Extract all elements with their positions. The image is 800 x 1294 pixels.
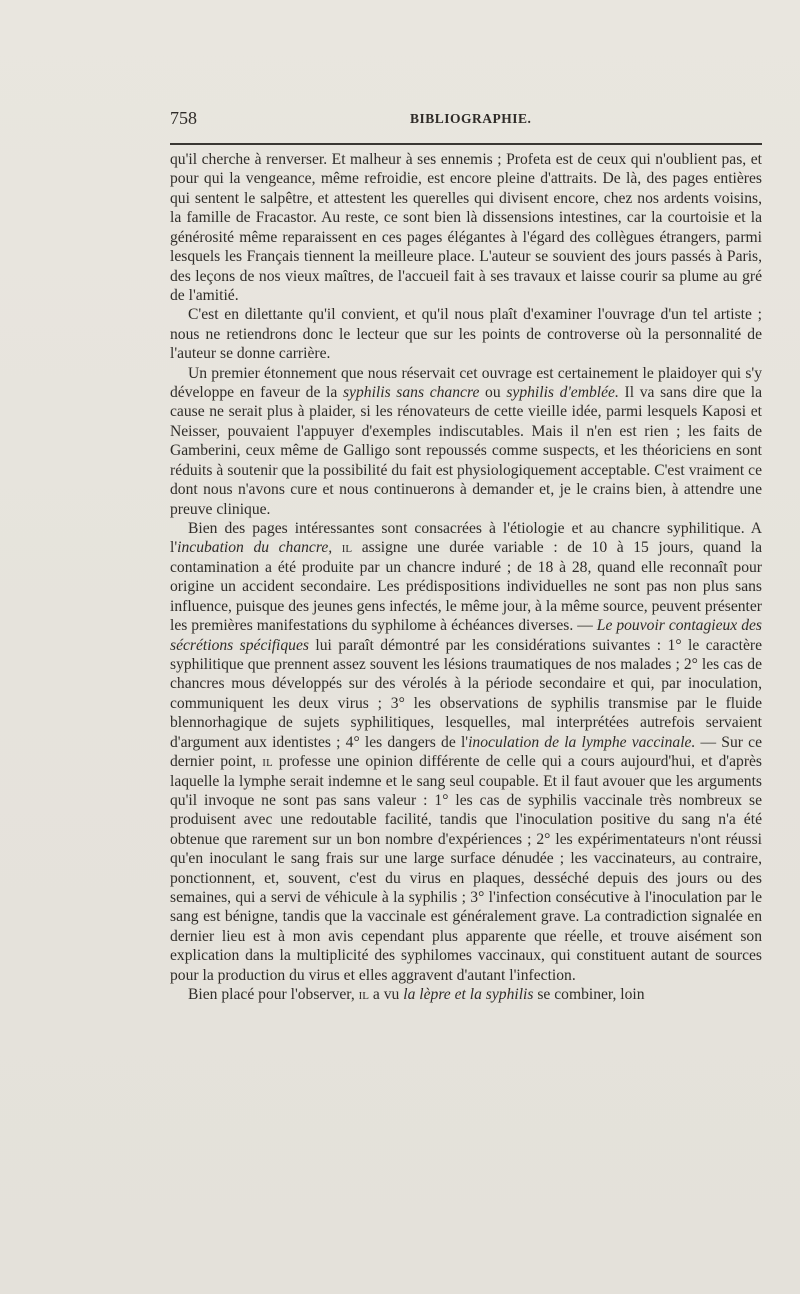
text-run: Bien des pages intéressantes sont consacrées à l'étiologie et au chancre syphilitique. A l' (170, 520, 762, 557)
paragraph (170, 985, 762, 1004)
paragraph (170, 364, 762, 519)
page-number: 758 (170, 108, 197, 128)
small-caps-text: il (341, 539, 353, 557)
small-caps-text: il (262, 753, 273, 771)
italic-text: inoculation de la lymphe vaccinale. (468, 733, 696, 751)
paragraph (170, 305, 762, 363)
text-run: se combiner, loin (533, 986, 645, 1004)
running-title: BIBLIOGRAPHIE. (410, 111, 532, 126)
text-run: ou (479, 384, 507, 402)
text-run (332, 539, 342, 556)
page-header (170, 108, 762, 134)
header-rule (170, 143, 762, 145)
italic-text: syphilis sans chancre (342, 384, 480, 402)
text-run: a vu (369, 986, 404, 1004)
text-run: assigne une durée variable : de 10 à 15 jours, quand la contamination a été produite par un chancre induré ; de 18 à 28, quand elle reconnaît pour origine un accident secondaire. Les prédispositions individuelles ne sont pas non plus sans influence, puisque des jeunes gens infectés, le même jour, à la même source, peuvent présenter les premières manifestations du syphilome à échéances diverses. — (170, 539, 762, 635)
text-run: lui paraît démontré par les considérations suivantes : 1° le caractère syphilitique que prennent assez souvent les lésions traumatiques de nos malades ; 2° les cas de chancres mous développés sur des vérolés à la période secondaire et qui, par inoculation, communiquent les deux virus ; 3° les observations de syphilis transmise par le fluide blennorhagique de sujets syphilitiques, lesquelles, mal interprétées autrefois servaient d'argument aux identistes ; 4° les dangers de l' (170, 636, 762, 751)
paragraph (170, 519, 762, 985)
text-run: qu'il cherche à renverser. Et malheur à ses ennemis ; Profeta est de ceux qui n'oublient pas, et pour qui la vengeance, même refroidie, est encore pleine d'attraits. De là, des pages entières qui sentent le salpêtre, et attestent les querelles qui divisent encore, chez nos ardents voisins, la famille de Fracastor. Au reste, ce sont bien là dissensions intestines, car la courtoisie et la générosité même reparaissent en ces pages élégantes à l'égard des collègues étrangers, parmi lesquels les Français tiennent la meilleure place. L'auteur se souvient des jours passés à Paris, des leçons de nos vieux maîtres, de l'accueil fait à ses travaux et laisse courir sa plume au gré de l'amitié. (170, 151, 762, 304)
italic-text: incubation du chancre, (177, 539, 333, 557)
paragraph (170, 150, 762, 305)
italic-text: syphilis d'emblée. (506, 384, 619, 402)
text-run: C'est en dilettante qu'il convient, et qu'il nous plaît d'examiner l'ouvrage d'un tel artiste ; nous ne retiendrons donc le lecteur que sur les points de controverse où la personnalité de l'auteur se donne carrière. (170, 306, 762, 363)
text-run: Il va sans dire que la cause ne serait plus à plaider, si les rénovateurs de cette vieille idée, parmi lesquels Kaposi et Neisser, pouvaient l'appuyer d'exemples indiscutables. Mais il n'en est rien ; les faits de Gamberini, ceux même de Galligo sont repoussés comme suspects, et les théoriciens en sont réduits à soutenir que la possibilité du fait est physiologiquement acceptable. C'est vraiment ce dont nous n'avons cure et nous continuerons à demander et, je le crains bien, à attendre une preuve clinique. (170, 384, 763, 518)
text-run: — Sur ce dernier point, (170, 733, 762, 771)
text-run: Un premier étonnement que nous réservait cet ouvrage est certainement le plaidoyer qui s'y développe en faveur de la (170, 364, 762, 402)
body-text (170, 150, 762, 1005)
text-run: Bien placé pour l'observer, (188, 986, 359, 1004)
small-caps-text: il (358, 986, 370, 1004)
text-run: professe une opinion différente de celle qui a cours aujourd'hui, et d'après laquelle la lymphe serait indemne et le sang seul coupable. Et il faut avouer que les arguments qu'il invoque ne sont pas sans valeur : 1° les cas de syphilis vaccinale très nombreux se produisent avec une redoutable facilité, tandis que l'inoculation positive du sang n'a été obtenue que rarement sur un bon nombre d'expériences ; 2° les expérimentateurs n'ont réussi qu'en inoculant le sang frais sur une large surface dénudée ; les vaccinateurs, au contraire, ponctionnent, et, souvent, c'est du virus en plaques, desséché depuis des jours ou des semaines, qui a servi de véhicule à la syphilis ; 3° l'infection consécutive à l'inoculation par le sang est bénigne, tandis que la vaccinale est généralement grave. La contradiction signalée en dernier lieu est à mon avis cependant plus apparente que réelle, et trouve aisément son explication dans la multiplicité des syphilomes vaccinaux, qui constituent autant de sources pour la production du virus et elles aggravent d'autant l'infection. (170, 753, 763, 984)
italic-text: la lèpre et la syphilis (403, 986, 534, 1004)
italic-text: Le pouvoir contagieux des sécrétions spécifiques (170, 617, 762, 654)
